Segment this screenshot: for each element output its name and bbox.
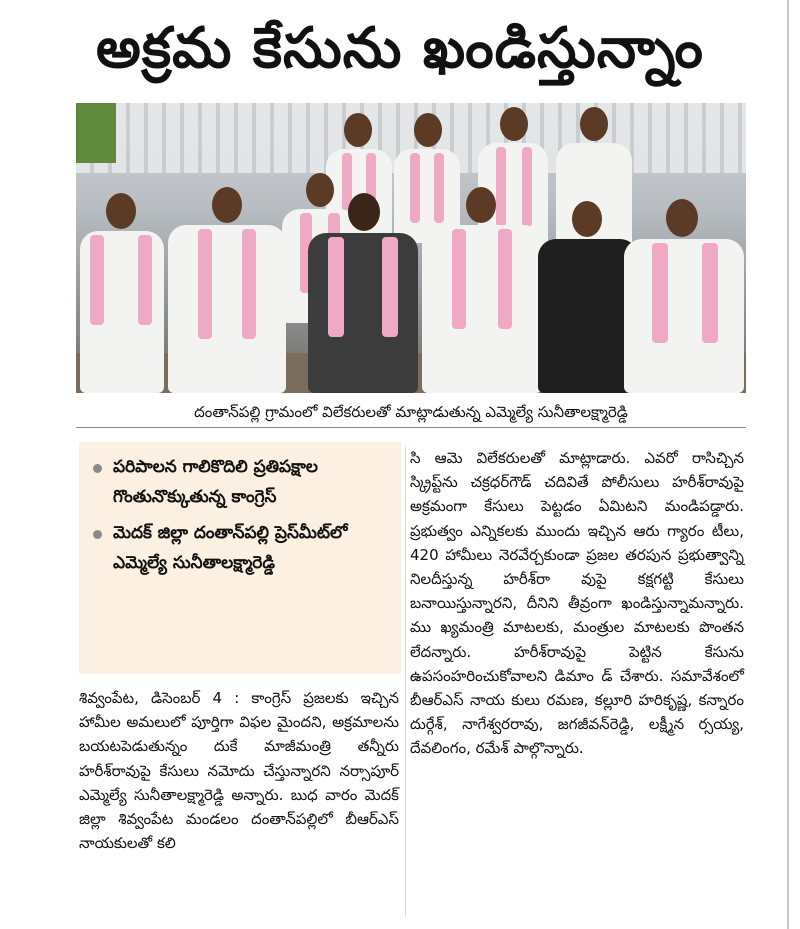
highlight-item — [89, 518, 389, 578]
news-photo — [76, 103, 746, 393]
person-figure — [422, 187, 542, 393]
person-figure — [80, 193, 164, 393]
person-figure — [624, 199, 744, 393]
highlight-item — [89, 452, 389, 512]
article-left-column: శివ్వంపేట, డిసెంబర్ 4 : కాంగ్రెస్ ప్రజలకు ఇచ్చిన హామీల అమలులో పూర్తిగా విఫల మైందని, అక్రమాలను బయటపెడుతున్నం దుకే మాజీమంత్రి తన్నీరు హరీశ్‌రావుపై కేసులు నమోదు చేస్తున్నారని నర్సాపూర్ ఎమ్మెల్యే సునీతాలక్ష్మారెడ్డి అన్నారు. బుధ వారం మెదక్ జిల్లా శివ్వంపేట మండలం దంతాన్‌పల్లిలో బీఆర్‌ఎస్ నాయకులతో కలి — [79, 689, 399, 853]
page-edge-rule — [787, 0, 789, 929]
highlight-text: పరిపాలన గాలికొదిలి ప్రతిపక్షాల గొంతునొక్కుతున్న కాంగ్రెస్ — [113, 457, 318, 507]
photo-caption: దంతాన్‌పల్లి గ్రామంలో విలేకరులతో మాట్లాడుతున్న ఎమ్మెల్యే సునీతాలక్ష్మారెడ్డి — [76, 397, 746, 428]
person-figure — [308, 193, 418, 393]
person-figure — [538, 201, 638, 393]
highlights-box — [79, 442, 401, 674]
bullet-icon — [93, 464, 102, 473]
person-figure — [168, 187, 286, 393]
column-divider — [405, 446, 406, 916]
article-right-column: సి ఆమె విలేకరులతో మాట్లాడారు. ఎవరో రాసిచ్చిన స్క్రిప్ట్‌ను చక్రధర్‌గౌడ్ చదివితే పోలీసులు హరీశ్‌రావుపై అక్రమంగా కేసులు పెట్టడం ఏమిటని మండిపడ్డారు. ప్రభుత్వం ఎన్నికలకు ముందు ఇచ్చిన ఆరు గ్యారం టీలు, 420 హామీలు నెరవేర్చకుండా ప్రజల తరపున ప్రభుత్వాన్ని నిలదీస్తున్న హరీశ్‌రా వుపై కక్షగట్టి కేసులు బనాయిస్తున్నారని, దీనిని తీవ్రంగా ఖండిస్తున్నామన్నారు. ము ఖ్యమంత్రి మాటలకు, మంత్రుల మాటలకు పొంతన లేదన్నారు. హరీశ్‌రావుపై పెట్టిన కేసును ఉపసంహరించుకోవాలని డిమాం డ్ చేశారు. సమావేశంలో బీఆర్‌ఎస్ నాయ కులు రమణ, కల్లూరి హరికృష్ణ, కన్నారం దుర్గేశ్, నాగేశ్వరరావు, జగజీవన్‌రెడ్డి, లక్ష్మీన ర్సయ్య, దేవలింగం, రమేశ్ పాల్గొన్నారు. — [410, 449, 744, 758]
photo-tree — [76, 103, 116, 163]
headline: అక్రమ కేసును ఖండిస్తున్నాం — [96, 16, 704, 81]
bullet-icon — [93, 530, 102, 539]
highlight-text: మెదక్ జిల్లా దంతాన్‌పల్లి ప్రెస్‌మీట్‌లో ఎమ్మెల్యే సునీతాలక్ష్మారెడ్డి — [113, 523, 348, 573]
